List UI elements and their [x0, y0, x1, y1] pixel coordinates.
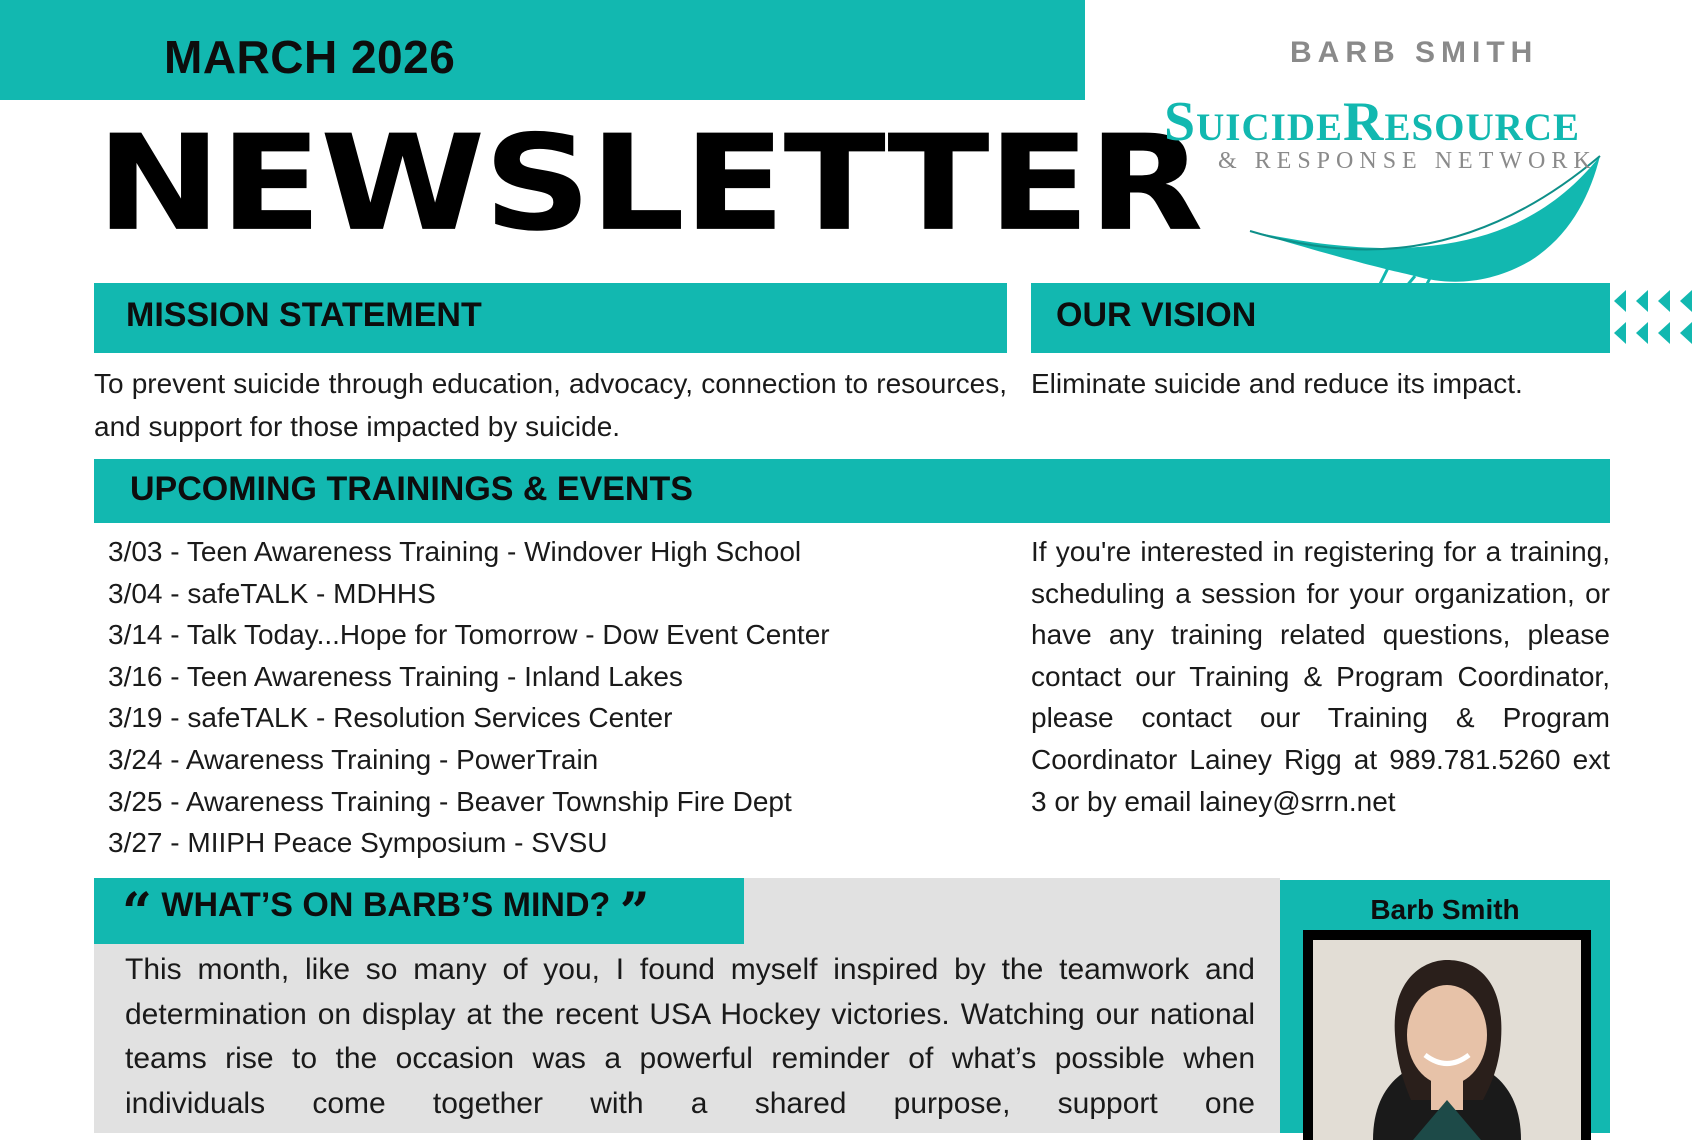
events-heading: UPCOMING TRAININGS & EVENTS — [130, 470, 693, 508]
logo-name: BARB SMITH — [1290, 36, 1539, 69]
vision-text: Eliminate suicide and reduce its impact. — [1031, 368, 1523, 399]
event-item: 3/03 - Teen Awareness Training - Windover High School — [108, 536, 802, 567]
mission-text: To prevent suicide through education, advocacy, connection to resources, and support for those impacted by suicide. — [94, 368, 1007, 442]
training-contact-text: If you're interested in registering for a training, scheduling a session for your organization, or have any training related questions, please contact our Training & Program Coordinator, please contact our Training & Program Coordinator Lainey Rigg at 989.781.5260 ext 3 or by email lainey@srrn.net — [1031, 536, 1610, 817]
event-item: 3/19 - safeTALK - Resolution Services Center — [108, 702, 673, 734]
event-item: 3/24 - Awareness Training - PowerTrain — [108, 743, 599, 775]
open-quote-icon: “ — [122, 882, 152, 943]
event-item: 3/04 - safeTALK - MDHHS — [108, 577, 436, 609]
date-banner — [0, 0, 1085, 100]
arrow-pattern-icon — [1612, 288, 1699, 350]
organization-logo — [1150, 30, 1670, 270]
event-item: 3/25 - Awareness Training - Beaver Township Fire Dept — [108, 785, 792, 817]
logo-wordmark: SuicideResource — [1164, 91, 1580, 153]
newsletter-title: NEWSLETTER — [96, 107, 1202, 261]
event-item: 3/16 - Teen Awareness Training - Inland Lakes — [108, 660, 683, 692]
event-item: 3/14 - Talk Today...Hope for Tomorrow - Dow Event Center — [108, 619, 830, 651]
mission-heading: MISSION STATEMENT — [126, 296, 482, 334]
close-quote-icon: ” — [619, 882, 650, 943]
portrait-image — [1313, 940, 1581, 1140]
event-item: 3/27 - MIIPH Peace Symposium - SVSU — [108, 827, 608, 859]
profile-photo — [1313, 940, 1581, 1140]
issue-date: MARCH 2026 — [164, 31, 456, 83]
mind-heading-text: WHAT’S ON BARB’S MIND? — [161, 886, 611, 924]
logo-subtitle: & RESPONSE NETWORK — [1218, 148, 1597, 174]
profile-name: Barb Smith — [1370, 894, 1520, 925]
mind-heading — [122, 882, 650, 943]
mind-text: This month, like so many of you, I found myself inspired by the teamwork and determination on display at the recent USA Hockey victories. Watching our national teams rise to the occasion was a powerful reminder of what’s possible when individuals come together with a shared purpose, support one — [125, 953, 1255, 1120]
events-list — [108, 531, 988, 864]
vision-heading: OUR VISION — [1056, 296, 1257, 334]
